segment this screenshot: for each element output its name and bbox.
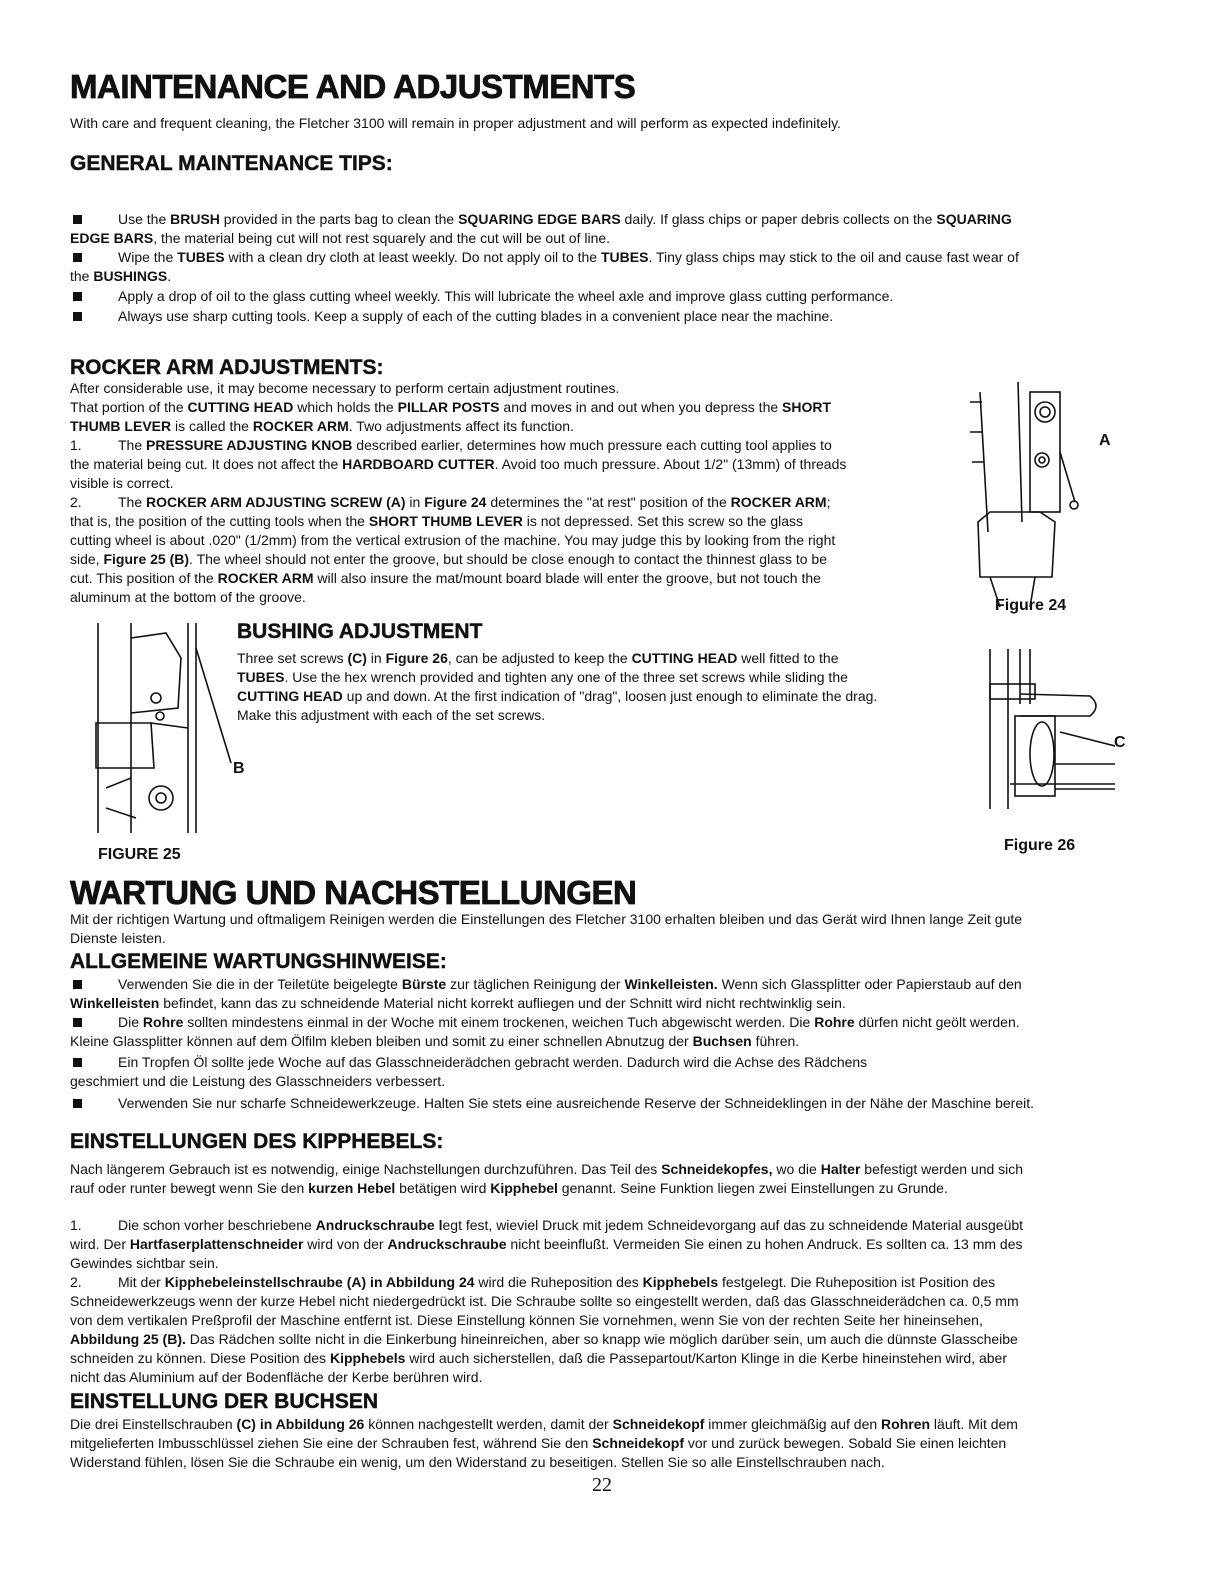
allg-item-2-cont: Kleine Glassplitter können auf dem Ölfilm kleben bleiben und somit zu einer schnellen Abnutzug der Buchsen führen. bbox=[70, 1033, 800, 1049]
figure-25-illustration bbox=[76, 618, 236, 836]
bullet-icon bbox=[73, 1099, 82, 1108]
rocker-heading: ROCKER ARM ADJUSTMENTS: bbox=[70, 356, 384, 379]
bullet-icon bbox=[73, 1018, 82, 1027]
bullet-icon bbox=[73, 1058, 82, 1067]
figure-26-illustration bbox=[980, 644, 1115, 814]
tip-item-1: Use the BRUSH provided in the parts bag to clean the SQUARING EDGE BARS daily. If glass chips or paper debris collects on the SQUARING bbox=[73, 210, 1012, 229]
figure-26-caption: Figure 26 bbox=[1004, 837, 1076, 854]
bullet-icon bbox=[73, 312, 82, 321]
label-b: B bbox=[233, 760, 245, 777]
figure-24-illustration bbox=[960, 372, 1120, 617]
tips-heading: GENERAL MAINTENANCE TIPS: bbox=[70, 152, 393, 175]
buchs-heading: EINSTELLUNG DER BUCHSEN bbox=[70, 1390, 379, 1413]
bullet-icon bbox=[73, 215, 82, 224]
tip-item-1-cont: EDGE BARS, the material being cut will not rest squarely and the cut will be out of line. bbox=[70, 230, 611, 246]
kipp-heading: EINSTELLUNGEN DES KIPPHEBELS: bbox=[70, 1130, 444, 1153]
tip-item-4: Always use sharp cutting tools. Keep a supply of each of the cutting blades in a convenient place near the machine. bbox=[73, 307, 833, 326]
label-c: C bbox=[1114, 734, 1126, 751]
allg-heading: ALLGEMEINE WARTUNGSHINWEISE: bbox=[70, 950, 447, 973]
intro-text-de: Mit der richtigen Wartung und oftmaligem Reinigen werden die Einstellungen des Fletcher 3100 erhalten bleiben und das Gerät wird Ihnen lange Zeit gute Dienste leisten. bbox=[70, 911, 1023, 946]
bullet-icon bbox=[73, 253, 82, 262]
page-number: 22 bbox=[592, 1474, 612, 1496]
bushing-heading: BUSHING ADJUSTMENT bbox=[237, 620, 483, 643]
allg-item-2: Die Rohre sollten mindestens einmal in der Woche mit einem trockenen, weichen Tuch abgewischt werden. Die Rohre dürfen nicht geölt werden. bbox=[73, 1013, 1020, 1032]
allg-item-1-cont: Winkelleisten befindet, kann das zu schneidende Material nicht korrekt aufliegen und der Schnitt wird nicht rechtwinklig sein. bbox=[70, 995, 846, 1011]
allg-item-1: Verwenden Sie die in der Teiletüte beigelegte Bürste zur täglichen Reinigung der Winkelleisten. Wenn sich Glassplitter oder Papierstaub auf den bbox=[73, 975, 1022, 994]
page-title: MAINTENANCE AND ADJUSTMENTS bbox=[70, 68, 636, 105]
page-title-de: WARTUNG UND NACHSTELLUNGEN bbox=[70, 874, 637, 911]
kipp-text: Nach längerem Gebrauch ist es notwendig, einige Nachstellungen durchzuführen. Das Teil des Schneidekopfes, wo die Halter befestigt werden und sich rauf oder runter bewegt wenn Sie den kurzen Hebel betätigen wird Kipphebel genannt. Seine Funktion liegen zwei Einstellungen zu Grunde. bbox=[70, 1161, 1024, 1196]
tip-item-2-cont: the BUSHINGS. bbox=[70, 268, 172, 284]
allg-item-3-cont: geschmiert und die Leistung des Glasschneiders verbessert. bbox=[70, 1073, 446, 1089]
label-a: A bbox=[1099, 432, 1111, 449]
intro-text: With care and frequent cleaning, the Fletcher 3100 will remain in proper adjustment and will perform as expected indefinitely. bbox=[70, 115, 841, 131]
allg-item-3: Ein Tropfen Öl sollte jede Woche auf das Glasschneiderädchen gebracht werden. Dadurch wird die Achse des Rädchens bbox=[73, 1053, 867, 1072]
tip-item-3: Apply a drop of oil to the glass cutting wheel weekly. This will lubricate the wheel axle and improve glass cutting performance. bbox=[73, 287, 893, 306]
rocker-text: After considerable use, it may become necessary to perform certain adjustment routines. That portion of the CUTTING HEAD which holds the PILLAR POSTS and moves in and out when you depress the SHORT THUMB LEVER is called the ROCKER ARM. Two adjustments affect its function. 1. The PRESSURE ADJUSTING KNOB described earlier, determines how much pressure each cutting tool applies to the material being cut. It does not affect the HARDBOARD CUTTER. Avoid too much pressure. About 1/2" (13mm) of threads visible is correct. 2. The ROCKER ARM ADJUSTING SCREW (A) in Figure 24 determines the "at rest" position of the ROCKER ARM; that is, the position of the cutting tools when the SHORT THUMB LEVER is not depressed. Set this screw so the glass cutting wheel is about .020" (1/2mm) from the vertical extrusion of the machine. You may judge this by looking from the right side, Figure 25 (B). The wheel should not enter the groove, but should be close enough to contact the thinnest glass to be cut. This position of the ROCKER ARM will also insure the mat/mount board blade will enter the groove, but not touch the aluminum at the bottom of the groove. bbox=[70, 380, 847, 605]
bullet-icon bbox=[73, 292, 82, 301]
tip-item-2: Wipe the TUBES with a clean dry cloth at least weekly. Do not apply oil to the TUBES. Tiny glass chips may stick to the oil and cause fast wear of bbox=[73, 248, 1019, 267]
bushing-text: Three set screws (C) in Figure 26, can be adjusted to keep the CUTTING HEAD well fitted to the TUBES. Use the hex wrench provided and tighten any one of the three set screws while sliding the CUTTING HEAD up and down. At the first indication of "drag", loosen just enough to eliminate the drag. Make this adjustment with each of the set screws. bbox=[237, 650, 878, 723]
buchs-text: Die drei Einstellschrauben (C) in Abbildung 26 können nachgestellt werden, damit der Schneidekopf immer gleichmäßig auf den Rohren läuft. Mit dem mitgelieferten Imbusschlüssel ziehen Sie eine der Schrauben fest, während Sie den Schneidekopf vor und zurück bewegen. Sobald Sie einen leichten Widerstand fühlen, lösen Sie die Schraube ein wenig, um den Widerstand zu beseitigen. Stellen Sie so alle Einstellschrauben nach. bbox=[70, 1416, 1018, 1470]
bullet-icon bbox=[73, 980, 82, 989]
kipp-text-2: 1. Die schon vorher beschriebene Andruckschraube legt fest, wieviel Druck mit jedem Schneidevorgang auf das zu schneidende Material ausgeübt wird. Der Hartfaserplattenschneider wird von der Andruckschraube nicht beeinflußt. Vermeiden Sie einen zu hohen Andruck. Es sollten ca. 13 mm des Gewindes sichtbar sein. 2. Mit der Kipphebeleinstellschraube (A) in Abbildung 24 wird die Ruheposition des Kipphebels festgelegt. Die Ruheposition ist Position des Schneidewerkzeugs wenn der kurze Hebel nicht niedergedrückt ist. Die Schraube sollte so eingestellt werden, daß das Glasschneiderädchen ca. 0,5 mm von dem vertikalen Preßprofil der Maschine entfernt ist. Diese Einstellung können Sie vornehmen, wenn Sie von der rechten Seite her hineinsehen, Abbildung 25 (B). Das Rädchen sollte nicht in die Einkerbung hineinreichen, aber so knapp wie möglich darüber sein, um auch die dünnste Glasscheibe schneiden zu können. Diese Position des Kipphebels wird auch sicherstellen, daß die Passepartout/Karton Klinge in die Kerbe hineinstehen wird, aber nicht das Aluminium auf der Bodenfläche der Kerbe berühren wird. bbox=[70, 1217, 1024, 1385]
figure-25-caption: FIGURE 25 bbox=[98, 846, 181, 863]
figure-24-caption: Figure 24 bbox=[995, 597, 1067, 614]
allg-item-4: Verwenden Sie nur scharfe Schneidewerkzeuge. Halten Sie stets eine ausreichende Reserve der Schneideklingen in der Nähe der Maschine bereit. bbox=[73, 1094, 1034, 1113]
